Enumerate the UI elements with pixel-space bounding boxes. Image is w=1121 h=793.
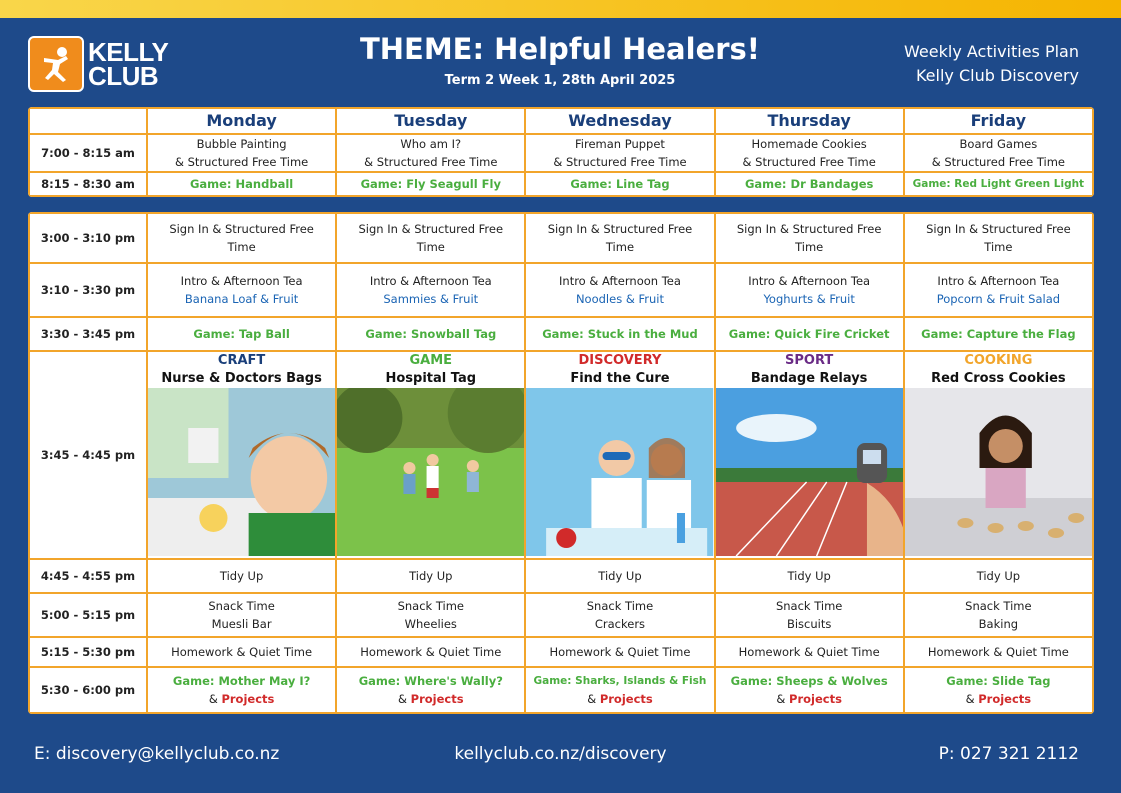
tidy-cell: Tidy Up [715, 559, 904, 593]
logo-figure-icon [28, 36, 84, 92]
time-slot: 5:30 - 6:00 pm [29, 667, 147, 713]
game-cell: Game: Tap Ball [147, 317, 336, 351]
game-cell: Game: Capture the Flag [904, 317, 1093, 351]
snack-cell: Snack Time Wheelies [336, 593, 525, 637]
activity-title: Nurse & Doctors Bags [161, 371, 322, 386]
activity-title: Find the Cure [570, 371, 670, 386]
day-header: Thursday [715, 108, 904, 134]
snack-cell: Snack Time Biscuits [715, 593, 904, 637]
snack-cell: Snack Time Baking [904, 593, 1093, 637]
time-slot: 3:10 - 3:30 pm [29, 263, 147, 317]
club-name: Kelly Club Discovery [915, 66, 1079, 85]
category-label: GAME [409, 353, 453, 368]
morning-schedule [28, 107, 1094, 197]
time-slot: 4:45 - 4:55 pm [29, 559, 147, 593]
logo-text-kelly: KELLY [88, 37, 169, 67]
kelly-club-logo [28, 36, 168, 92]
game-cell: Game: Red Light Green Light [904, 172, 1093, 196]
day-header: Friday [904, 108, 1093, 134]
category-label: CRAFT [217, 353, 266, 368]
top-accent-stripe [0, 0, 1121, 18]
final-cell: Game: Sharks, Islands & Fish & Projects [525, 667, 714, 713]
homework-cell: Homework & Quiet Time [525, 637, 714, 667]
activity-cell: Board Games & Structured Free Time [904, 134, 1093, 172]
main-activity-cell [525, 351, 714, 559]
day-header: Wednesday [525, 108, 714, 134]
tea-cell: Intro & Afternoon Tea Banana Loaf & Fruit [147, 263, 336, 317]
homework-cell: Homework & Quiet Time [147, 637, 336, 667]
tidy-cell: Tidy Up [147, 559, 336, 593]
footer [0, 740, 1121, 770]
footer-email[interactable]: E: discovery@kellyclub.co.nz [34, 744, 280, 764]
game-cell: Game: Snowball Tag [336, 317, 525, 351]
final-cell: Game: Where's Wally? & Projects [336, 667, 525, 713]
activity-cell: Fireman Puppet & Structured Free Time [525, 134, 714, 172]
time-slot: 8:15 - 8:30 am [29, 172, 147, 196]
activity-cell: Who am I? & Structured Free Time [336, 134, 525, 172]
discovery-photo [526, 388, 713, 556]
final-cell: Game: Slide Tag & Projects [904, 667, 1093, 713]
page-title: THEME: Helpful Healers! [359, 32, 761, 66]
time-slot: 3:30 - 3:45 pm [29, 317, 147, 351]
main-activity-cell [336, 351, 525, 559]
activity-cell: Homemade Cookies & Structured Free Time [715, 134, 904, 172]
game-cell: Game: Dr Bandages [715, 172, 904, 196]
activity-title: Hospital Tag [385, 371, 477, 386]
final-cell: Game: Mother May I? & Projects [147, 667, 336, 713]
craft-photo [148, 388, 335, 556]
tea-cell: Intro & Afternoon Tea Popcorn & Fruit Salad [904, 263, 1093, 317]
snack-cell: Snack Time Muesli Bar [147, 593, 336, 637]
main-activity-cell [904, 351, 1093, 559]
header-right [904, 40, 1079, 88]
tidy-cell: Tidy Up [525, 559, 714, 593]
main-activity-cell [715, 351, 904, 559]
main-activity-cell [147, 351, 336, 559]
game-cell: Game: Fly Seagull Fly [336, 172, 525, 196]
homework-cell: Homework & Quiet Time [336, 637, 525, 667]
activity-cell: Bubble Painting & Structured Free Time [147, 134, 336, 172]
signin-cell: Sign In & Structured Free Time [336, 213, 525, 263]
tidy-cell: Tidy Up [336, 559, 525, 593]
header [0, 18, 1121, 106]
category-label: SPORT [785, 353, 834, 368]
game-cell: Game: Handball [147, 172, 336, 196]
signin-cell: Sign In & Structured Free Time [715, 213, 904, 263]
activity-title: Red Cross Cookies [931, 371, 1066, 386]
homework-cell: Homework & Quiet Time [715, 637, 904, 667]
time-slot: 3:00 - 3:10 pm [29, 213, 147, 263]
afternoon-schedule [28, 212, 1094, 714]
time-slot: 5:00 - 5:15 pm [29, 593, 147, 637]
category-label: COOKING [964, 353, 1033, 368]
game-photo [337, 388, 524, 556]
snack-cell: Snack Time Crackers [525, 593, 714, 637]
footer-phone: P: 027 321 2112 [938, 744, 1079, 764]
day-header: Monday [147, 108, 336, 134]
game-cell: Game: Line Tag [525, 172, 714, 196]
game-cell: Game: Stuck in the Mud [525, 317, 714, 351]
signin-cell: Sign In & Structured Free Time [904, 213, 1093, 263]
time-slot: 7:00 - 8:15 am [29, 134, 147, 172]
category-label: DISCOVERY [578, 353, 662, 368]
logo-text-club: CLUB [88, 61, 159, 91]
tidy-cell: Tidy Up [904, 559, 1093, 593]
final-cell: Game: Sheeps & Wolves & Projects [715, 667, 904, 713]
plan-label: Weekly Activities Plan [904, 42, 1079, 61]
sport-photo [716, 388, 903, 556]
signin-cell: Sign In & Structured Free Time [147, 213, 336, 263]
time-slot: 5:15 - 5:30 pm [29, 637, 147, 667]
day-header: Tuesday [336, 108, 525, 134]
corner-cell [29, 108, 147, 134]
page-subtitle: Term 2 Week 1, 28th April 2025 [444, 73, 676, 88]
game-cell: Game: Quick Fire Cricket [715, 317, 904, 351]
homework-cell: Homework & Quiet Time [904, 637, 1093, 667]
cooking-photo [905, 388, 1092, 556]
activity-title: Bandage Relays [750, 371, 868, 386]
signin-cell: Sign In & Structured Free Time [525, 213, 714, 263]
tea-cell: Intro & Afternoon Tea Sammies & Fruit [336, 263, 525, 317]
footer-website[interactable]: kellyclub.co.nz/discovery [454, 744, 667, 764]
tea-cell: Intro & Afternoon Tea Yoghurts & Fruit [715, 263, 904, 317]
time-slot: 3:45 - 4:45 pm [29, 351, 147, 559]
tea-cell: Intro & Afternoon Tea Noodles & Fruit [525, 263, 714, 317]
